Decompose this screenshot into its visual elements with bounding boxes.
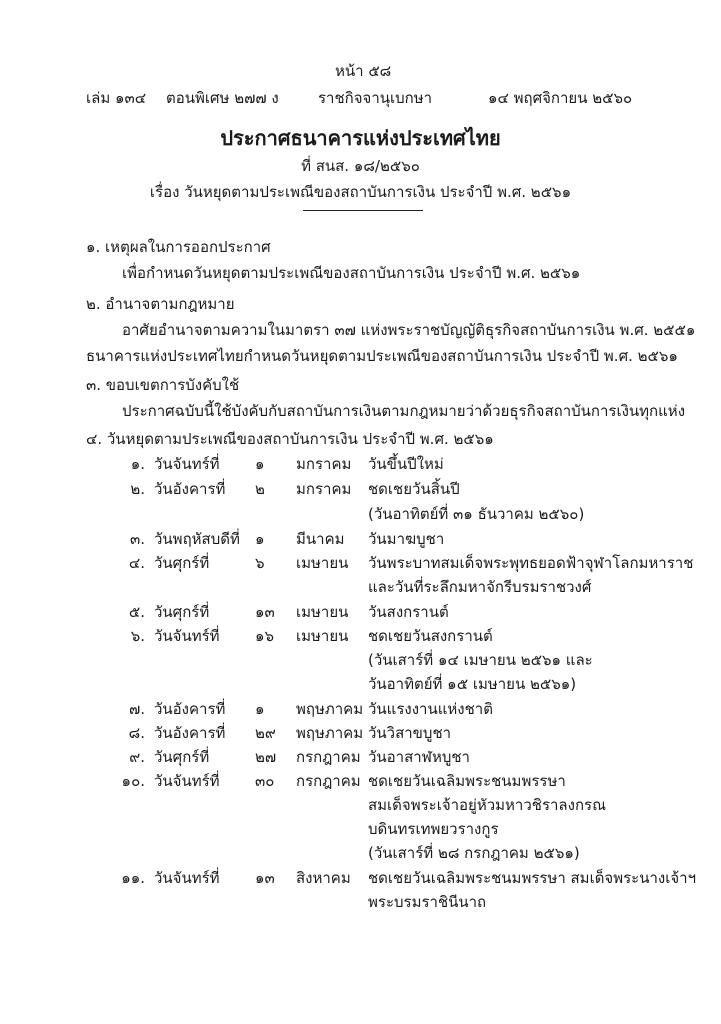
- document-subject: เรื่อง วันหยุดตามประเพณีของสถาบันการเงิน ประจำปี พ.ศ. ๒๕๖๑: [149, 183, 572, 201]
- holiday-number: ๘.: [128, 724, 145, 742]
- holiday-description: พระบรมราชินีนาถ: [368, 893, 487, 911]
- holiday-description: บดินทรเทพยวรางกูร: [368, 820, 499, 838]
- section-heading: ๑. เหตุผลในการออกประกาศ: [86, 238, 271, 256]
- holiday-date: ๑: [255, 530, 265, 548]
- holiday-date: ๒: [255, 480, 265, 498]
- section-heading: ๔. วันหยุดตามประเพณีของสถาบันการเงิน ประจำปี พ.ศ. ๒๕๖๑: [86, 430, 494, 448]
- holiday-number: ๔.: [128, 554, 145, 572]
- holiday-date: ๑: [255, 455, 265, 473]
- holiday-description: สมเด็จพระเจ้าอยู่หัวมหาวชิราลงกรณ: [368, 796, 607, 814]
- holiday-weekday: วันศุกร์ที่: [154, 603, 210, 621]
- holiday-description: วันอาสาฬหบูชา: [368, 748, 470, 766]
- holiday-month: เมษายน: [296, 627, 349, 645]
- holiday-month: มกราคม: [296, 455, 352, 473]
- holiday-description: ชดเชยวันเฉลิมพระชนมพรรษา สมเด็จพระนางเจ้าฯ: [368, 869, 696, 887]
- document-reference: ที่ สนส. ๑๘/๒๕๖๐: [301, 157, 420, 175]
- holiday-weekday: วันจันทร์ที่: [154, 869, 220, 887]
- holiday-number: ๑๐.: [121, 772, 145, 790]
- section-body-continued: ธนาคารแห่งประเทศไทยกำหนดวันหยุดตามประเพณีของสถาบันการเงิน ประจำปี พ.ศ. ๒๕๖๑: [86, 347, 678, 365]
- holiday-date: ๑๓: [255, 869, 275, 887]
- holiday-description: และวันที่ระลึกมหาจักรีบรมราชวงศ์: [368, 578, 592, 596]
- holiday-weekday: วันอังคารที่: [154, 480, 226, 498]
- holiday-date: ๒๙: [255, 724, 276, 742]
- holiday-description: ชดเชยวันเฉลิมพระชนมพรรษา: [368, 772, 566, 790]
- holiday-description: (วันเสาร์ที่ ๑๔ เมษายน ๒๕๖๑ และ: [368, 651, 593, 669]
- holiday-description: (วันอาทิตย์ที่ ๓๑ ธันวาคม ๒๕๖๐): [368, 505, 585, 523]
- holiday-month: กรกฎาคม: [296, 772, 361, 790]
- holiday-description: วันแรงงานแห่งชาติ: [368, 700, 493, 718]
- holiday-weekday: วันศุกร์ที่: [154, 554, 210, 572]
- holiday-number: ๒.: [130, 480, 145, 498]
- holiday-description: วันพระบาทสมเด็จพระพุทธยอดฟ้าจุฬาโลกมหาราช: [368, 554, 694, 572]
- holiday-number: ๓.: [129, 530, 145, 548]
- gazette-date: ๑๔ พฤศจิกายน ๒๕๖๐: [488, 89, 633, 107]
- holiday-number: ๙.: [129, 748, 145, 766]
- holiday-date: ๑๖: [255, 627, 275, 645]
- holiday-description: วันวิสาขบูชา: [368, 724, 452, 742]
- holiday-date: ๖: [255, 554, 265, 572]
- holiday-month: มีนาคม: [296, 530, 345, 548]
- holiday-month: เมษายน: [296, 554, 349, 572]
- section-body: ประกาศฉบับนี้ใช้บังคับกับสถาบันการเงินตามกฎหมายว่าด้วยธุรกิจสถาบันการเงินทุกแห่ง: [122, 402, 686, 420]
- holiday-description: วันสงกรานต์: [368, 603, 449, 621]
- holiday-number: ๑๑.: [121, 869, 145, 887]
- section-heading: ๓. ขอบเขตการบังคับใช้: [86, 376, 240, 394]
- holiday-weekday: วันพฤหัสบดีที่: [154, 530, 240, 548]
- document-title: ประกาศธนาคารแห่งประเทศไทย: [220, 126, 501, 150]
- holiday-date: ๓๐: [255, 772, 275, 790]
- holiday-description: วันอาทิตย์ที่ ๑๕ เมษายน ๒๕๖๑): [368, 675, 577, 693]
- holiday-description: วันมาฆบูชา: [368, 530, 445, 548]
- holiday-number: ๑.: [130, 455, 145, 473]
- holiday-description: (วันเสาร์ที่ ๒๘ กรกฎาคม ๒๕๖๑): [368, 844, 580, 862]
- holiday-description: ชดเชยวันสิ้นปี: [368, 480, 460, 498]
- holiday-description: วันขึ้นปีใหม่: [368, 455, 444, 473]
- page-number: หน้า ๕๘: [335, 62, 392, 80]
- holiday-month: มกราคม: [296, 480, 352, 498]
- holiday-date: ๑: [255, 700, 265, 718]
- gazette-name: ราชกิจจานุเบกษา: [318, 89, 433, 107]
- holiday-weekday: วันจันทร์ที่: [154, 772, 220, 790]
- holiday-month: เมษายน: [296, 603, 349, 621]
- holiday-month: สิงหาคม: [296, 869, 351, 887]
- holiday-number: ๕.: [128, 603, 145, 621]
- volume-number: เล่ม ๑๓๔: [86, 89, 147, 107]
- holiday-description: ชดเชยวันสงกรานต์: [368, 627, 493, 645]
- holiday-date: ๑๓: [255, 603, 275, 621]
- holiday-weekday: วันจันทร์ที่: [154, 627, 220, 645]
- section-heading: ๒. อำนาจตามกฎหมาย: [86, 295, 235, 313]
- holiday-weekday: วันศุกร์ที่: [154, 748, 210, 766]
- holiday-month: พฤษภาคม: [296, 700, 364, 718]
- holiday-month: กรกฎาคม: [296, 748, 361, 766]
- holiday-month: พฤษภาคม: [296, 724, 364, 742]
- holiday-date: ๒๗: [255, 748, 277, 766]
- section-body: เพื่อกำหนดวันหยุดตามประเพณีของสถาบันการเงิน ประจำปี พ.ศ. ๒๕๖๑: [122, 264, 581, 282]
- holiday-weekday: วันจันทร์ที่: [154, 455, 220, 473]
- title-divider: [303, 210, 423, 211]
- holiday-number: ๗.: [128, 700, 145, 718]
- issue-number: ตอนพิเศษ ๒๗๗ ง: [166, 89, 279, 107]
- holiday-number: ๖.: [130, 627, 145, 645]
- section-body: อาศัยอำนาจตามความในมาตรา ๓๗ แห่งพระราชบัญญัติธุรกิจสถาบันการเงิน พ.ศ. ๒๕๕๑: [122, 321, 696, 339]
- holiday-weekday: วันอังคารที่: [154, 724, 226, 742]
- holiday-weekday: วันอังคารที่: [154, 700, 226, 718]
